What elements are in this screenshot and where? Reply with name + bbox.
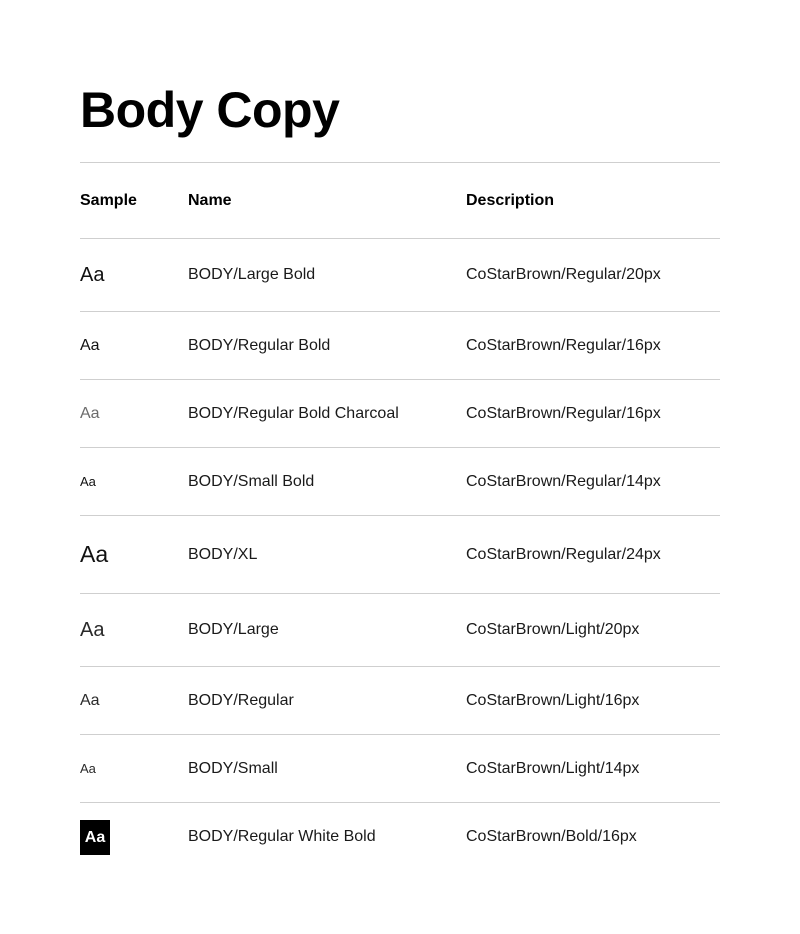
sample-regular-white-bold: Aa [80, 820, 110, 855]
style-description: CoStarBrown/Bold/16px [466, 828, 637, 845]
sample-small: Aa [80, 761, 96, 776]
style-name: BODY/Large [188, 621, 279, 638]
style-name: BODY/XL [188, 545, 258, 563]
table-row [80, 516, 720, 594]
sample-xl: Aa [80, 541, 109, 567]
sample-regular-bold: Aa [80, 336, 100, 354]
style-name: BODY/Regular Bold [188, 336, 331, 354]
table-row [80, 380, 720, 448]
table-header [80, 163, 720, 239]
style-description: CoStarBrown/Regular/20px [466, 266, 661, 283]
style-description: CoStarBrown/Light/14px [466, 759, 640, 777]
page-title: Body Copy [80, 82, 340, 138]
column-header-description: Description [466, 191, 555, 209]
sample-large: Aa [80, 618, 105, 641]
style-description: CoStarBrown/Regular/16px [466, 404, 661, 422]
style-name: BODY/Small [188, 759, 278, 777]
table-row [80, 594, 720, 667]
sample-small-bold: Aa [80, 474, 96, 489]
style-description: CoStarBrown/Regular/16px [466, 336, 661, 354]
style-name: BODY/Regular [188, 691, 294, 709]
style-description: CoStarBrown/Regular/14px [466, 472, 661, 490]
table-row [80, 667, 720, 735]
style-description: CoStarBrown/Light/16px [466, 691, 640, 709]
style-description: CoStarBrown/Light/20px [466, 621, 640, 638]
sample-large-bold: Aa [80, 263, 105, 286]
sample-regular-bold-charcoal: Aa [80, 404, 100, 422]
table-row [80, 448, 720, 516]
type-table [80, 162, 720, 871]
table-row [80, 312, 720, 380]
table-row [80, 803, 720, 871]
column-header-name: Name [188, 191, 232, 209]
style-name: BODY/Regular White Bold [188, 828, 376, 845]
style-name: BODY/Small Bold [188, 472, 315, 490]
table-row [80, 735, 720, 803]
style-description: CoStarBrown/Regular/24px [466, 545, 661, 563]
column-header-sample: Sample [80, 191, 137, 209]
sample-regular: Aa [80, 691, 100, 709]
table-row [80, 239, 720, 312]
style-name: BODY/Regular Bold Charcoal [188, 404, 399, 422]
style-name: BODY/Large Bold [188, 266, 316, 283]
